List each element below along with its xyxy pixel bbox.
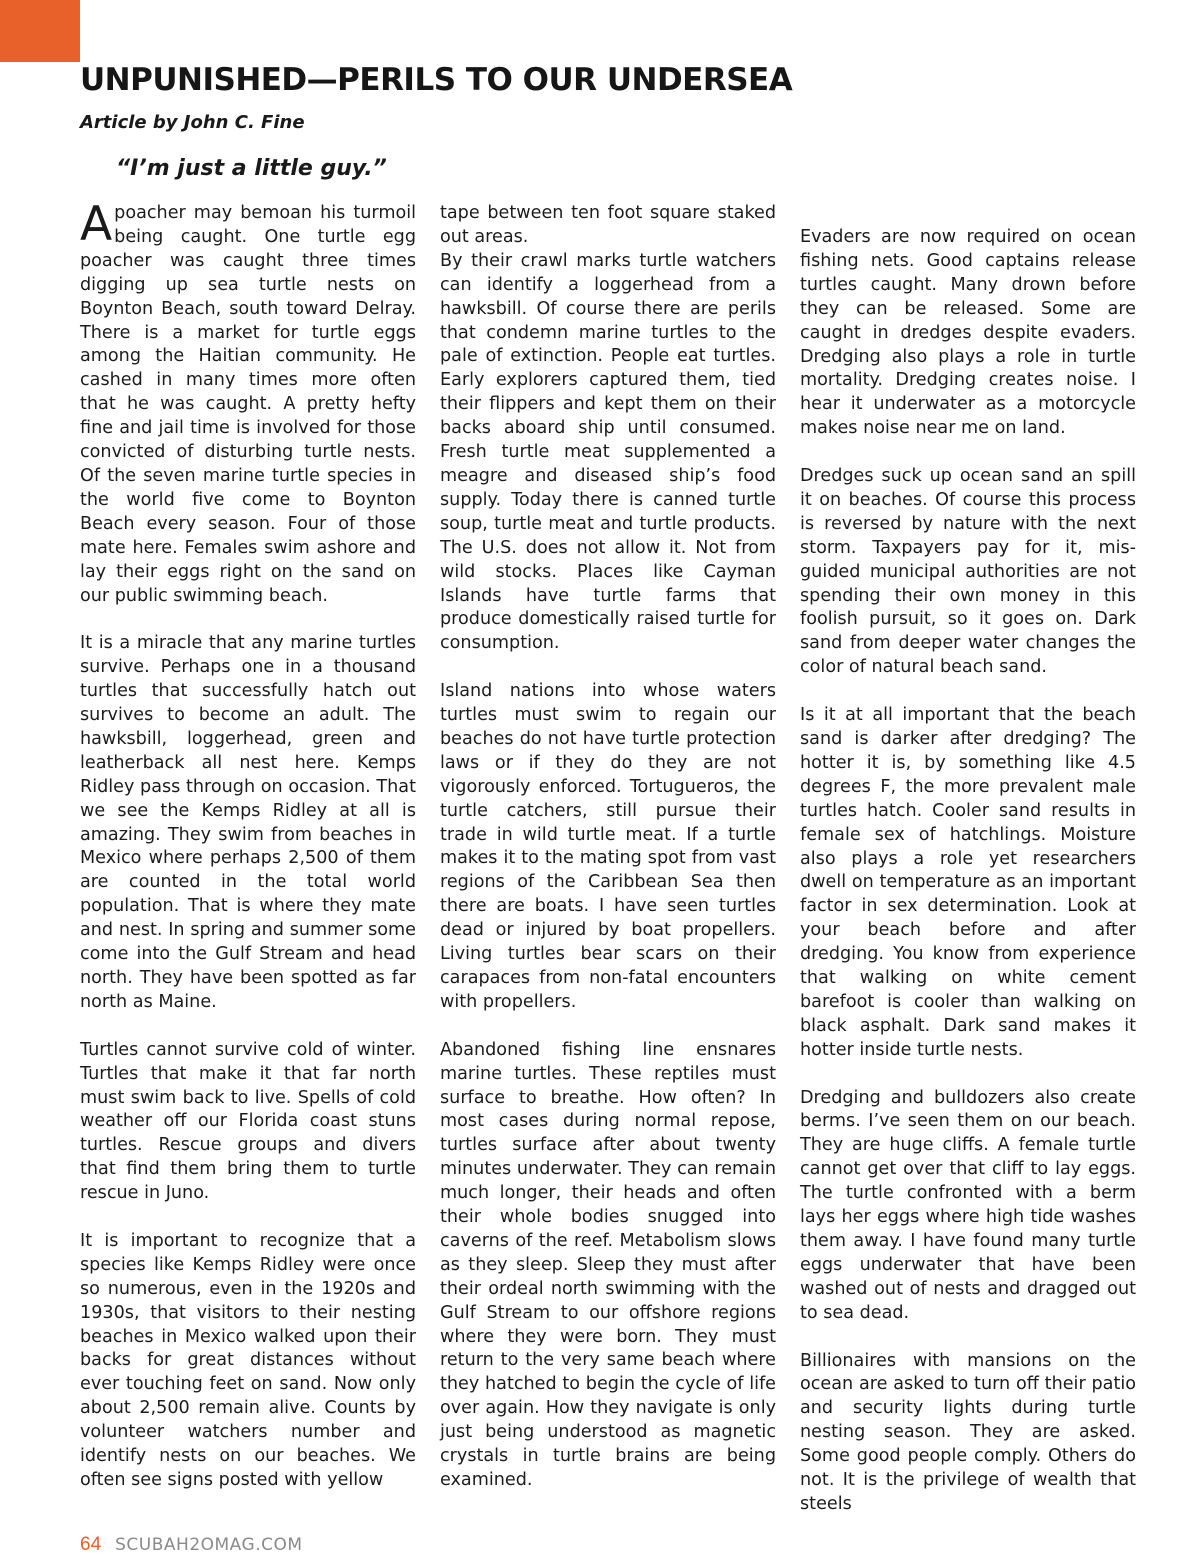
drop-cap: A	[80, 197, 113, 252]
paragraph: Billionaires with mansions on the ocean are asked to turn off their patio and security lights during turtle nesting season. They are asked. Some good people comply. Others do not. It is the privilege of wealth that steels	[800, 1350, 1136, 1514]
paragraph: Abandoned fishing line ensnares marine turtles. These reptiles must surface to breathe. How often? In most cases during normal repose, turtles surface after about twenty minutes underwater. They can remain much longer, their heads and often their whole bodies snugged into caverns of the reef. Metabolism slows as they sleep. Sleep they must after their ordeal north swimming with the Gulf Stream to our offshore regions where they were born. They must return to the very same beach where they hatched to begin the cycle of life over again. How they navigate is only just being understood as magnetic crystals in turtle brains are being examined.	[440, 1039, 776, 1490]
paragraph	[80, 197, 416, 608]
site-url: SCUBAH2OMAG.COM	[115, 1535, 303, 1555]
page-footer	[80, 1534, 303, 1556]
text-column-1	[80, 197, 416, 1493]
page-number: 64	[80, 1534, 102, 1555]
paragraph: By their crawl marks turtle watchers can identify a loggerhead from a hawksbill. Of course there are perils that condemn marine turtles to the pale of extinction. People eat turtles. Early explorers captured them, tied their flippers and kept them on their backs aboard ship until consumed. Fresh turtle meat supplemented a meagre and diseased ship’s food supply. Today there is canned turtle soup, turtle meat and turtle products. The U.S. does not allow it. Not from wild stocks. Places like Cayman Islands have turtle farms that produce domestically raised turtle for consumption.	[440, 250, 776, 654]
article-byline: Article by John C. Fine	[80, 112, 305, 133]
paragraph: Dredges suck up ocean sand an spill it on beaches. Of course this process is reversed by nature with the next storm. Taxpayers pay for it, mis-guided municipal authorities are not spending their own money in this foolish pursuit, so it goes on. Dark sand from deeper water changes the color of natural beach sand.	[800, 466, 1136, 678]
paragraph: Turtles cannot survive cold of winter. Turtles that make it that far north must swim back to live. Spells of cold weather off our Florida coast stuns turtles. Rescue groups and divers that find them bring them to turtle rescue in Juno.	[80, 1039, 416, 1204]
paragraph-text: poacher may bemoan his turmoil being caught. One turtle egg poacher was caught three times digging up sea turtle nests on Boynton Beach, south toward Delray. There is a market for turtle eggs among the Haitian community. He cashed in many times more often that he was caught. A pretty hefty fine and jail time is involved for those convicted of disturbing turtle nests. Of the seven marine turtle species in the world five come to Boynton Beach every season. Four of those mate here. Females swim ashore and lay their eggs right on the sand on our public swimming beach.	[80, 203, 416, 606]
text-column-2	[440, 202, 776, 1493]
article-title: UNPUNISHED—PERILS TO OUR UNDERSEA	[80, 62, 793, 98]
paragraph: It is a miracle that any marine turtles survive. Perhaps one in a thousand turtles that successfully hatch out survives to become an adult. The hawksbill, loggerhead, green and leatherback all nest here. Kemps Ridley pass through on occasion. That we see the Kemps Ridley at all is amazing. They swim from beaches in Mexico where perhaps 2,500 of them are counted in the total world population. That is where they mate and nest. In spring and summer some come into the Gulf Stream and head north. They have been spotted as far north as Maine.	[80, 633, 416, 1012]
paragraph: Is it at all important that the beach sand is darker after dredging? The hotter it is, by something like 4.5 degrees F, the more prevalent male turtles hatch. Cooler sand results in female sex of hatchlings. Moisture also plays a role yet researchers dwell on temperature as an important factor in sex determination. Look at your beach before and after dredging. You know from experience that walking on white cement barefoot is cooler than walking on black asphalt. Dark sand makes it hotter inside turtle nests.	[800, 705, 1136, 1060]
paragraph: tape between ten foot square staked out areas.	[440, 203, 776, 247]
paragraph: Island nations into whose waters turtles must swim to regain our beaches do not have turtle protection laws or if they do they are not vigorously enforced. Tortugueros, the turtle catchers, still pursue their trade in wild turtle meat. If a turtle makes it to the mating spot from vast regions of the Caribbean Sea then there are boats. I have seen turtles dead or injured by boat propellers. Living turtles bear scars on their carapaces from non-fatal encounters with propellers.	[440, 681, 776, 1012]
pull-quote: “I’m just a little guy.”	[116, 156, 387, 181]
paragraph: Evaders are now required on ocean fishing nets. Good captains release turtles caught. Many drown before they can be released. Some are caught in dredges despite evaders. Dredging also plays a role in turtle mortality. Dredging creates noise. I hear it underwater as a motorcycle makes noise near me on land.	[800, 227, 1136, 439]
orange-corner-tab	[0, 0, 80, 62]
text-column-3	[800, 226, 1136, 1517]
paragraph: Dredging and bulldozers also create berms. I’ve seen them on our beach. They are huge cliffs. A female turtle cannot get over that cliff to lay eggs. The turtle confronted with a berm lays her eggs where high tide washes them away. I have found many turtle eggs underwater that have been washed out of nests and dragged out to sea dead.	[800, 1087, 1136, 1323]
paragraph: It is important to recognize that a species like Kemps Ridley were once so numerous, even in the 1920s and 1930s, that visitors to their nesting beaches in Mexico walked upon their backs for great distances without ever touching feet on sand. Now only about 2,500 remain alive. Counts by volunteer watchers number and identify nests on our beaches. We often see signs posted with yellow	[80, 1230, 416, 1490]
